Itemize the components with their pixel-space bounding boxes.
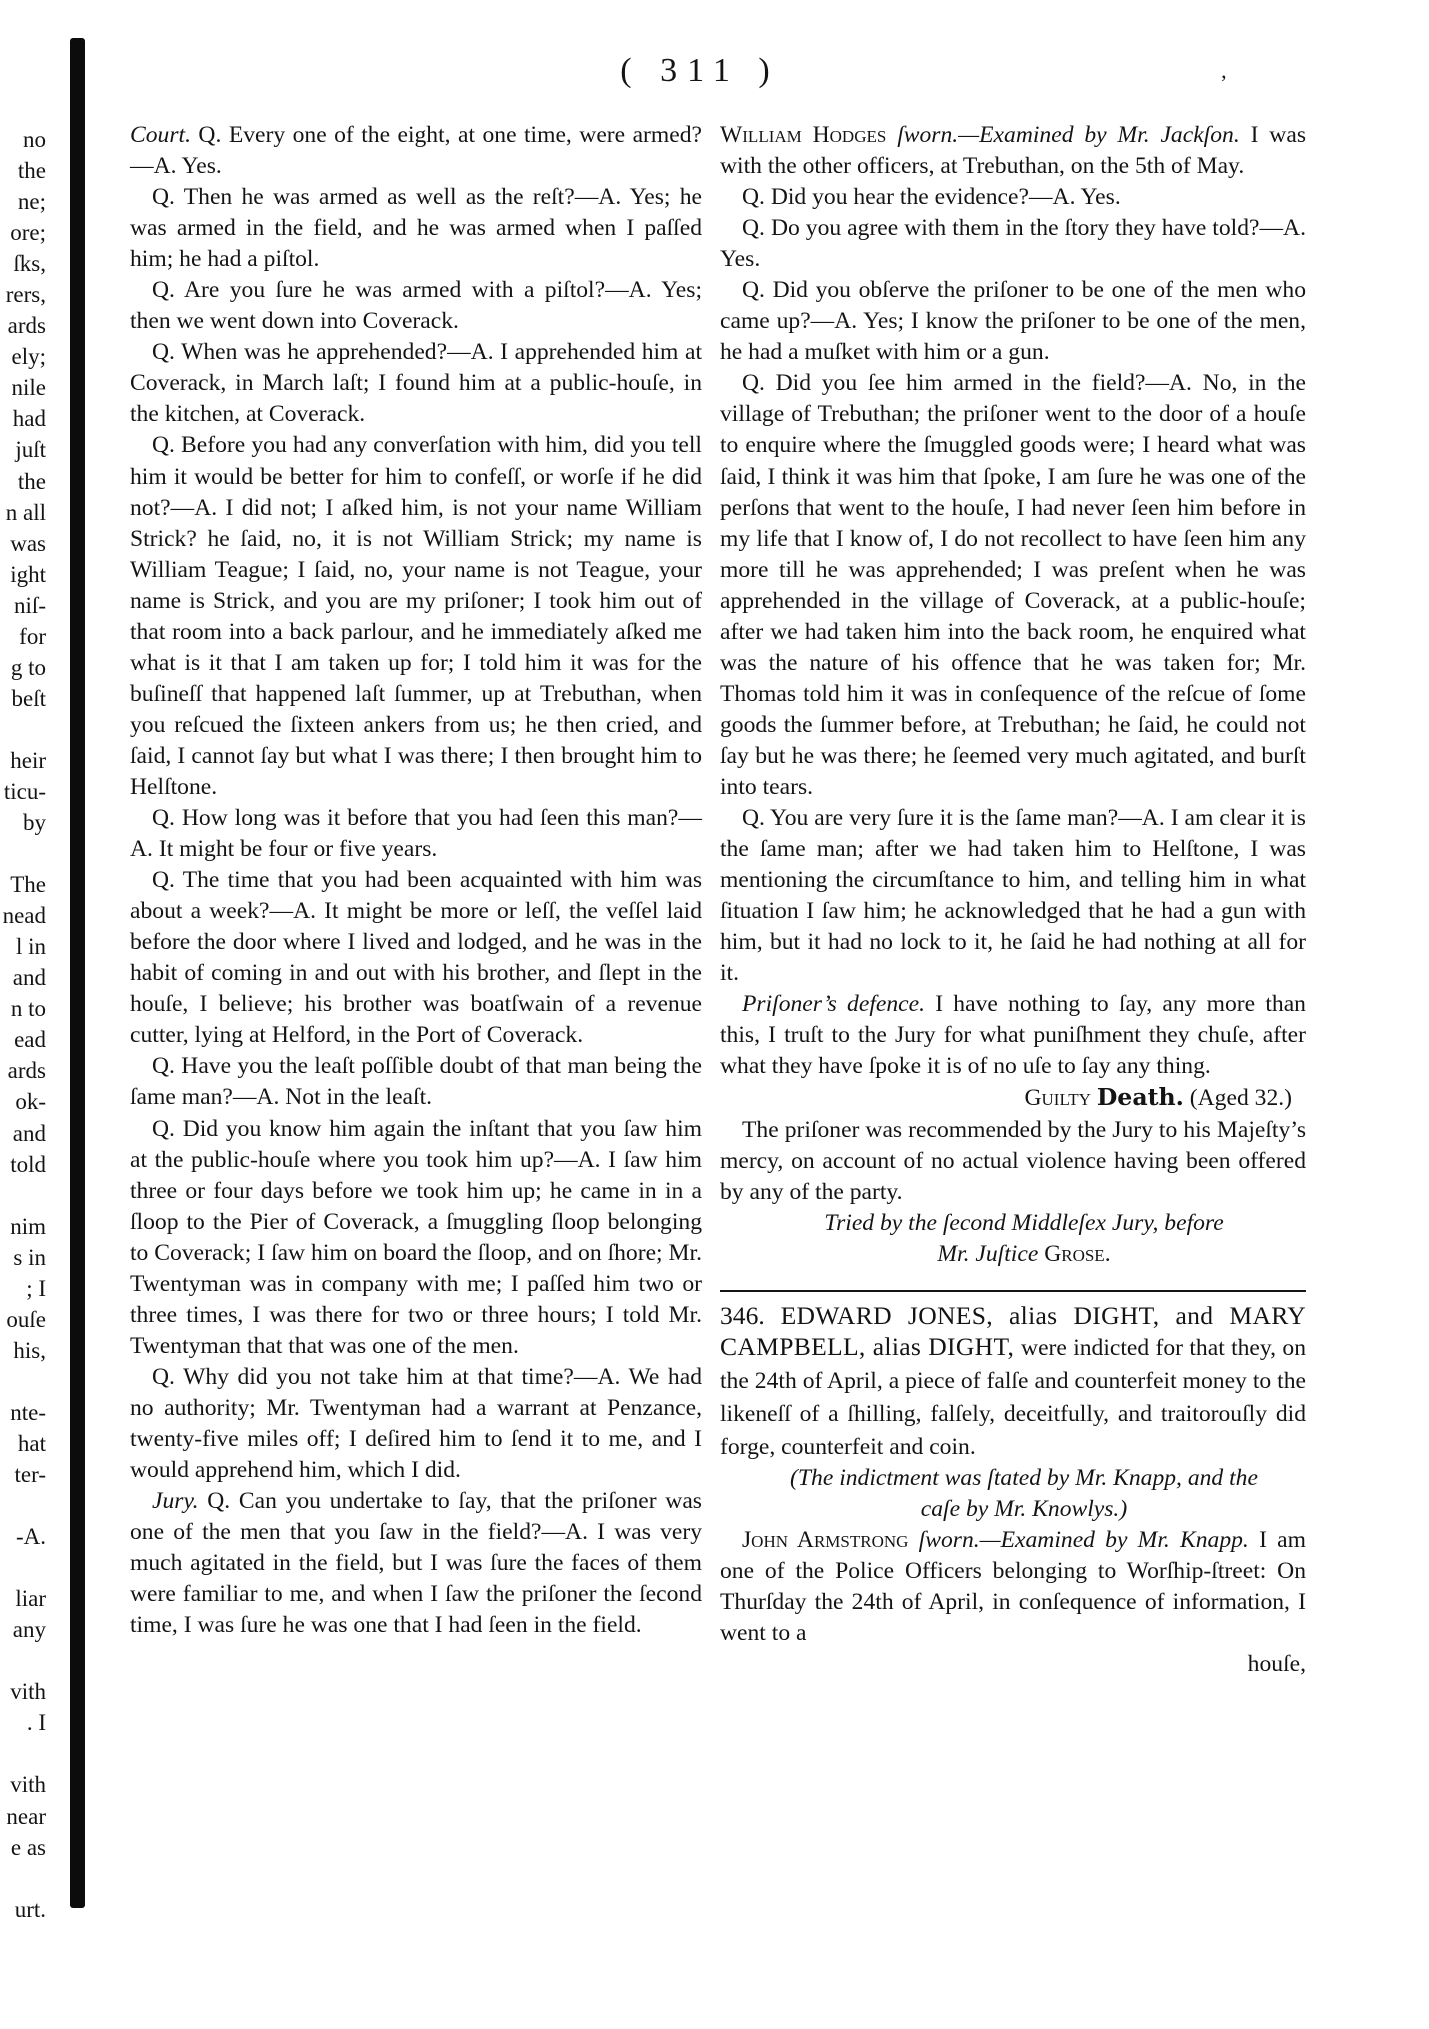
testimony-paragraph: Q. Then he was armed as well as the reſt?—A. Yes; he was armed in the field, and he was armed when I paſſed him; he had a piſtol. <box>130 184 702 273</box>
margin-fragment: the <box>17 158 46 184</box>
margin-fragment: ſks, <box>13 251 46 277</box>
margin-fragment: no <box>23 127 46 152</box>
testimony-paragraph: Q. Did you know him again the inſtant that you ſaw him at the public-houſe where you took him up?—A. I ſaw him three or four days before we took him up; he came in in a ſloop to the Pier of Coverack, a ſmuggling ſloop belonging to Coverack; I ſaw him on board the ſloop, and on ſhore; Mr. Twentyman was in company with me; I paſſed him two or three times, I was there for two or three hours; I told Mr. Twentyman that that was one of the men. <box>130 1115 702 1359</box>
margin-fragment: nim <box>10 1213 46 1239</box>
margin-fragment: and <box>12 965 46 991</box>
margin-fragment: his, <box>13 1337 46 1363</box>
margin-fragment: g to <box>10 654 46 680</box>
margin-fragment: ; I <box>26 1275 46 1301</box>
margin-fragment: n to <box>10 996 46 1022</box>
verdict-word: Guilty <box>1024 1085 1091 1112</box>
margin-fragment: had <box>12 406 46 432</box>
right-column <box>720 120 1306 1680</box>
tried-by-title: Mr. Juſtice <box>937 1240 1039 1267</box>
testimony-paragraph: Q. Have you the leaſt poſſible doubt of that man being the ſame man?—A. Not in the leaſt. <box>130 1053 702 1111</box>
margin-fragment: l in <box>15 934 46 960</box>
testimony-paragraph: Q. Why did you not take him at that time?—A. We had no authority; Mr. Twentyman had a warrant at Penzance, twenty-five miles off; I deſired him to ſend it to me, and I would apprehend him, which I did. <box>130 1363 702 1484</box>
testimony-paragraph: Q. The time that you had been acquainted with him was about a week?—A. It might be more or leſſ, the veſſel laid before the door where I lived and lodged, and he was in the habit of coming in and out with his brother, and ſlept in the houſe, I believe; his brother was boatſwain of a revenue cutter, lying at Helford, in the Port of Coverack. <box>130 867 702 1049</box>
witness-text: I am one of the Police Officers belonging to Worſhip-ſtreet: On Thurſday the 24th of April, in conſequence of information, I went to a <box>720 1527 1306 1647</box>
margin-fragment: ne; <box>17 189 46 215</box>
margin-fragment <box>0 1738 46 1769</box>
testimony-paragraph: Q. Before you had any converſation with him, did you tell him it would be better for him to confeſſ, or worſe if he did not?—A. I did not; I aſked him, is not your name William Strick? he ſaid, no, it is not William Strick; my name is William Teague; I ſaid, no, your name is not Teague, your name is Strick, and you are my priſoner; I took him out of that room into a back parlour, and he immediately aſked me what is it that I am taken up for; I told him it was for the buſineſſ that happened laſt ſummer, up at Trebuthan, when you reſcued the ſixteen ankers from us; he then cried, and ſaid, I cannot ſay but what I was there; I then brought him to Helſtone. <box>130 432 702 800</box>
facing-page-edge-text <box>0 124 46 1925</box>
tried-by-judge-line <box>720 1239 1306 1270</box>
defence-paragraph <box>720 989 1306 1082</box>
verdict-age: (Aged 32.) <box>1189 1085 1292 1112</box>
margin-fragment: told <box>10 1151 46 1177</box>
margin-fragment: e as <box>10 1834 46 1860</box>
margin-fragment: rers, <box>5 282 46 308</box>
margin-fragment: ards <box>7 313 46 339</box>
margin-fragment: any <box>12 1617 46 1643</box>
margin-fragment: urt. <box>14 1896 46 1922</box>
tried-by-line: Tried by the ſecond Middleſex Jury, before <box>824 1209 1224 1236</box>
witness-sworn-note: ſworn.—Examined by Mr. Jackſon. <box>897 122 1240 148</box>
verdict-line <box>720 1082 1306 1114</box>
case-346-heading <box>720 1300 1306 1463</box>
margin-fragment: for <box>19 623 46 649</box>
witness-name: John Armstrong <box>742 1527 909 1554</box>
margin-fragment: -A. <box>15 1524 46 1550</box>
margin-fragment: hat <box>17 1430 46 1456</box>
witness-sworn-note: ſworn.—Examined by Mr. Knapp. <box>918 1527 1249 1554</box>
witness-name: William Hodges <box>720 122 887 148</box>
margin-fragment: beſt <box>11 685 46 711</box>
binding-gutter-shadow <box>70 38 85 1908</box>
margin-fragment: ticu- <box>3 778 46 804</box>
case-number: 346. <box>720 1300 765 1330</box>
jury-question-text: Q. Can you undertake to ſay, that the priſoner was one of the men that you ſaw in the field?—A. I was very much agitated in the field, but I was ſure the faces of them were familiar to me, and when I ſaw the priſoner the ſecond time, I was ſure he was one that I had ſeen in the field. <box>130 1488 702 1639</box>
indictment-note-line: (The indictment was ſtated by Mr. Knapp, and the <box>790 1464 1258 1491</box>
margin-fragment: . I <box>26 1710 46 1736</box>
court-question-text: Every one of the eight, at one time, were armed?—A. Yes. <box>130 122 702 180</box>
page-number: ( 311 ) <box>620 52 780 89</box>
margin-fragment: ter- <box>14 1462 46 1488</box>
court-question-paragraph <box>130 120 702 182</box>
margin-fragment: the <box>17 468 46 494</box>
testimony-paragraph: Q. Do you agree with them in the ſtory they have told?—A. Yes. <box>720 215 1306 273</box>
margin-fragment: The <box>10 872 46 898</box>
margin-fragment <box>0 1180 46 1211</box>
margin-fragment <box>0 838 46 869</box>
testimony-paragraph: Q. How long was it before that you had ſeen this man?—A. It might be four or five years. <box>130 805 702 863</box>
stray-mark: ’ <box>1220 70 1228 95</box>
judge-name: Grose. <box>1044 1240 1111 1267</box>
margin-fragment <box>0 1366 46 1397</box>
margin-fragment: was <box>10 530 46 556</box>
margin-fragment: ards <box>7 1058 46 1084</box>
margin-fragment: ead <box>14 1027 46 1053</box>
margin-fragment: ely; <box>11 344 46 370</box>
testimony-paragraph: Q. Are you ſure he was armed with a piſtol?—A. Yes; then we went down into Coverack. <box>130 277 702 335</box>
margin-fragment: nead <box>2 903 46 929</box>
margin-fragment <box>0 1552 46 1583</box>
jury-label: Jury. <box>152 1488 199 1515</box>
testimony-paragraph: Q. Did you hear the evidence?—A. Yes. <box>742 184 1121 211</box>
margin-fragment: ok- <box>15 1089 46 1115</box>
margin-fragment: near <box>6 1803 46 1829</box>
margin-fragment: nte- <box>10 1399 46 1425</box>
verdict-sentence: Death. <box>1096 1083 1184 1112</box>
margin-fragment: niſ- <box>14 592 46 618</box>
margin-fragment <box>0 1490 46 1521</box>
defence-label: Priſoner’s defence. <box>742 991 925 1018</box>
margin-fragment: ouſe <box>6 1306 46 1332</box>
margin-fragment: by <box>23 810 46 836</box>
margin-fragment: heir <box>10 747 46 773</box>
left-column <box>130 120 702 1641</box>
case-divider-rule <box>720 1290 1306 1292</box>
margin-fragment: s in <box>13 1244 46 1270</box>
margin-fragment: liar <box>15 1586 46 1612</box>
testimony-paragraph: Q. You are very ſure it is the ſame man?—A. I am clear it is the ſame man; after we had taken him to Helſtone, I was mentioning the circumſtance to him, and telling him in what ſituation I ſaw him; he acknowledged that he had a gun with him, but it had no lock to it, he ſaid he had nothing at all for it. <box>720 805 1306 987</box>
indictment-note-line: caſe by Mr. Knowlys.) <box>920 1496 1128 1523</box>
testimony-paragraph: Q. Did you ſee him armed in the field?—A. No, in the village of Trebuthan; the priſoner went to the door of a houſe to enquire where the ſmuggled goods were; I heard what was ſaid, I think it was him that ſpoke, I am ſure he was one of the perſons that went to the houſe, I had never ſeen him before in my life that I know of, I do not recollect to have ſeen him any more till he was apprehended; I was preſent when he was apprehended in the village of Coverack, at a public-houſe; after we had taken him into the back room, he enquired what was the nature of his offence that he was taken for; Mr. Thomas told him it was in conſequence of the reſcue of ſome goods the ſummer before, at Trebuthan; he ſaid, he could not ſay but he was there; he ſeemed very much agitated, and burſt into tears. <box>720 370 1306 800</box>
court-q-marker: Q. <box>198 122 222 148</box>
charge-text: were indicted for that they, on the 24th of April, a piece of falſe and counterfeit money to the likeneſſ of a ſhilling, falſely, deceitfully, and traitorouſly did forge, counterfeit and coin. <box>720 1334 1306 1460</box>
recommendation-paragraph: The priſoner was recommended by the Jury to his Majeſty’s mercy, on account of no actual violence having been offered by any of the party. <box>720 1116 1306 1205</box>
witness-hodges-paragraph <box>720 120 1306 182</box>
witness-text: I was with the other officers, at Trebuthan, on the 5th of May. <box>720 122 1307 180</box>
margin-fragment <box>0 1863 46 1894</box>
defence-text: I have nothing to ſay, any more than this, I truſt to the Jury for what puniſhment they chuſe, after what they have ſpoke it is of no uſe to ſay any thing. <box>720 991 1306 1080</box>
margin-fragment <box>0 714 46 745</box>
court-label: Court. <box>130 122 191 148</box>
jury-question-paragraph <box>130 1486 702 1641</box>
margin-fragment: nile <box>11 375 46 401</box>
defendant-names: EDWARD JONES, alias DIGHT, and MARY CAMPBELL, alias DIGHT, <box>720 1300 1306 1361</box>
testimony-paragraph: Q. Did you obſerve the priſoner to be one of the men who came up?—A. Yes; I know the priſoner to be one of the men, he had a muſket with him or a gun. <box>720 277 1306 366</box>
margin-fragment: juſt <box>15 437 46 463</box>
margin-fragment: ore; <box>10 220 46 246</box>
margin-fragment: and <box>12 1120 46 1146</box>
catchword: houſe, <box>1247 1651 1306 1678</box>
margin-fragment <box>0 1645 46 1676</box>
margin-fragment: vith <box>10 1679 46 1705</box>
witness-armstrong-paragraph <box>720 1525 1306 1649</box>
margin-fragment: n all <box>5 499 46 525</box>
margin-fragment: ight <box>10 561 46 587</box>
margin-fragment: vith <box>10 1772 46 1798</box>
testimony-paragraph: Q. When was he apprehended?—A. I apprehended him at Coverack, in March laſt; I found him at a public-houſe, in the kitchen, at Coverack. <box>130 339 702 428</box>
